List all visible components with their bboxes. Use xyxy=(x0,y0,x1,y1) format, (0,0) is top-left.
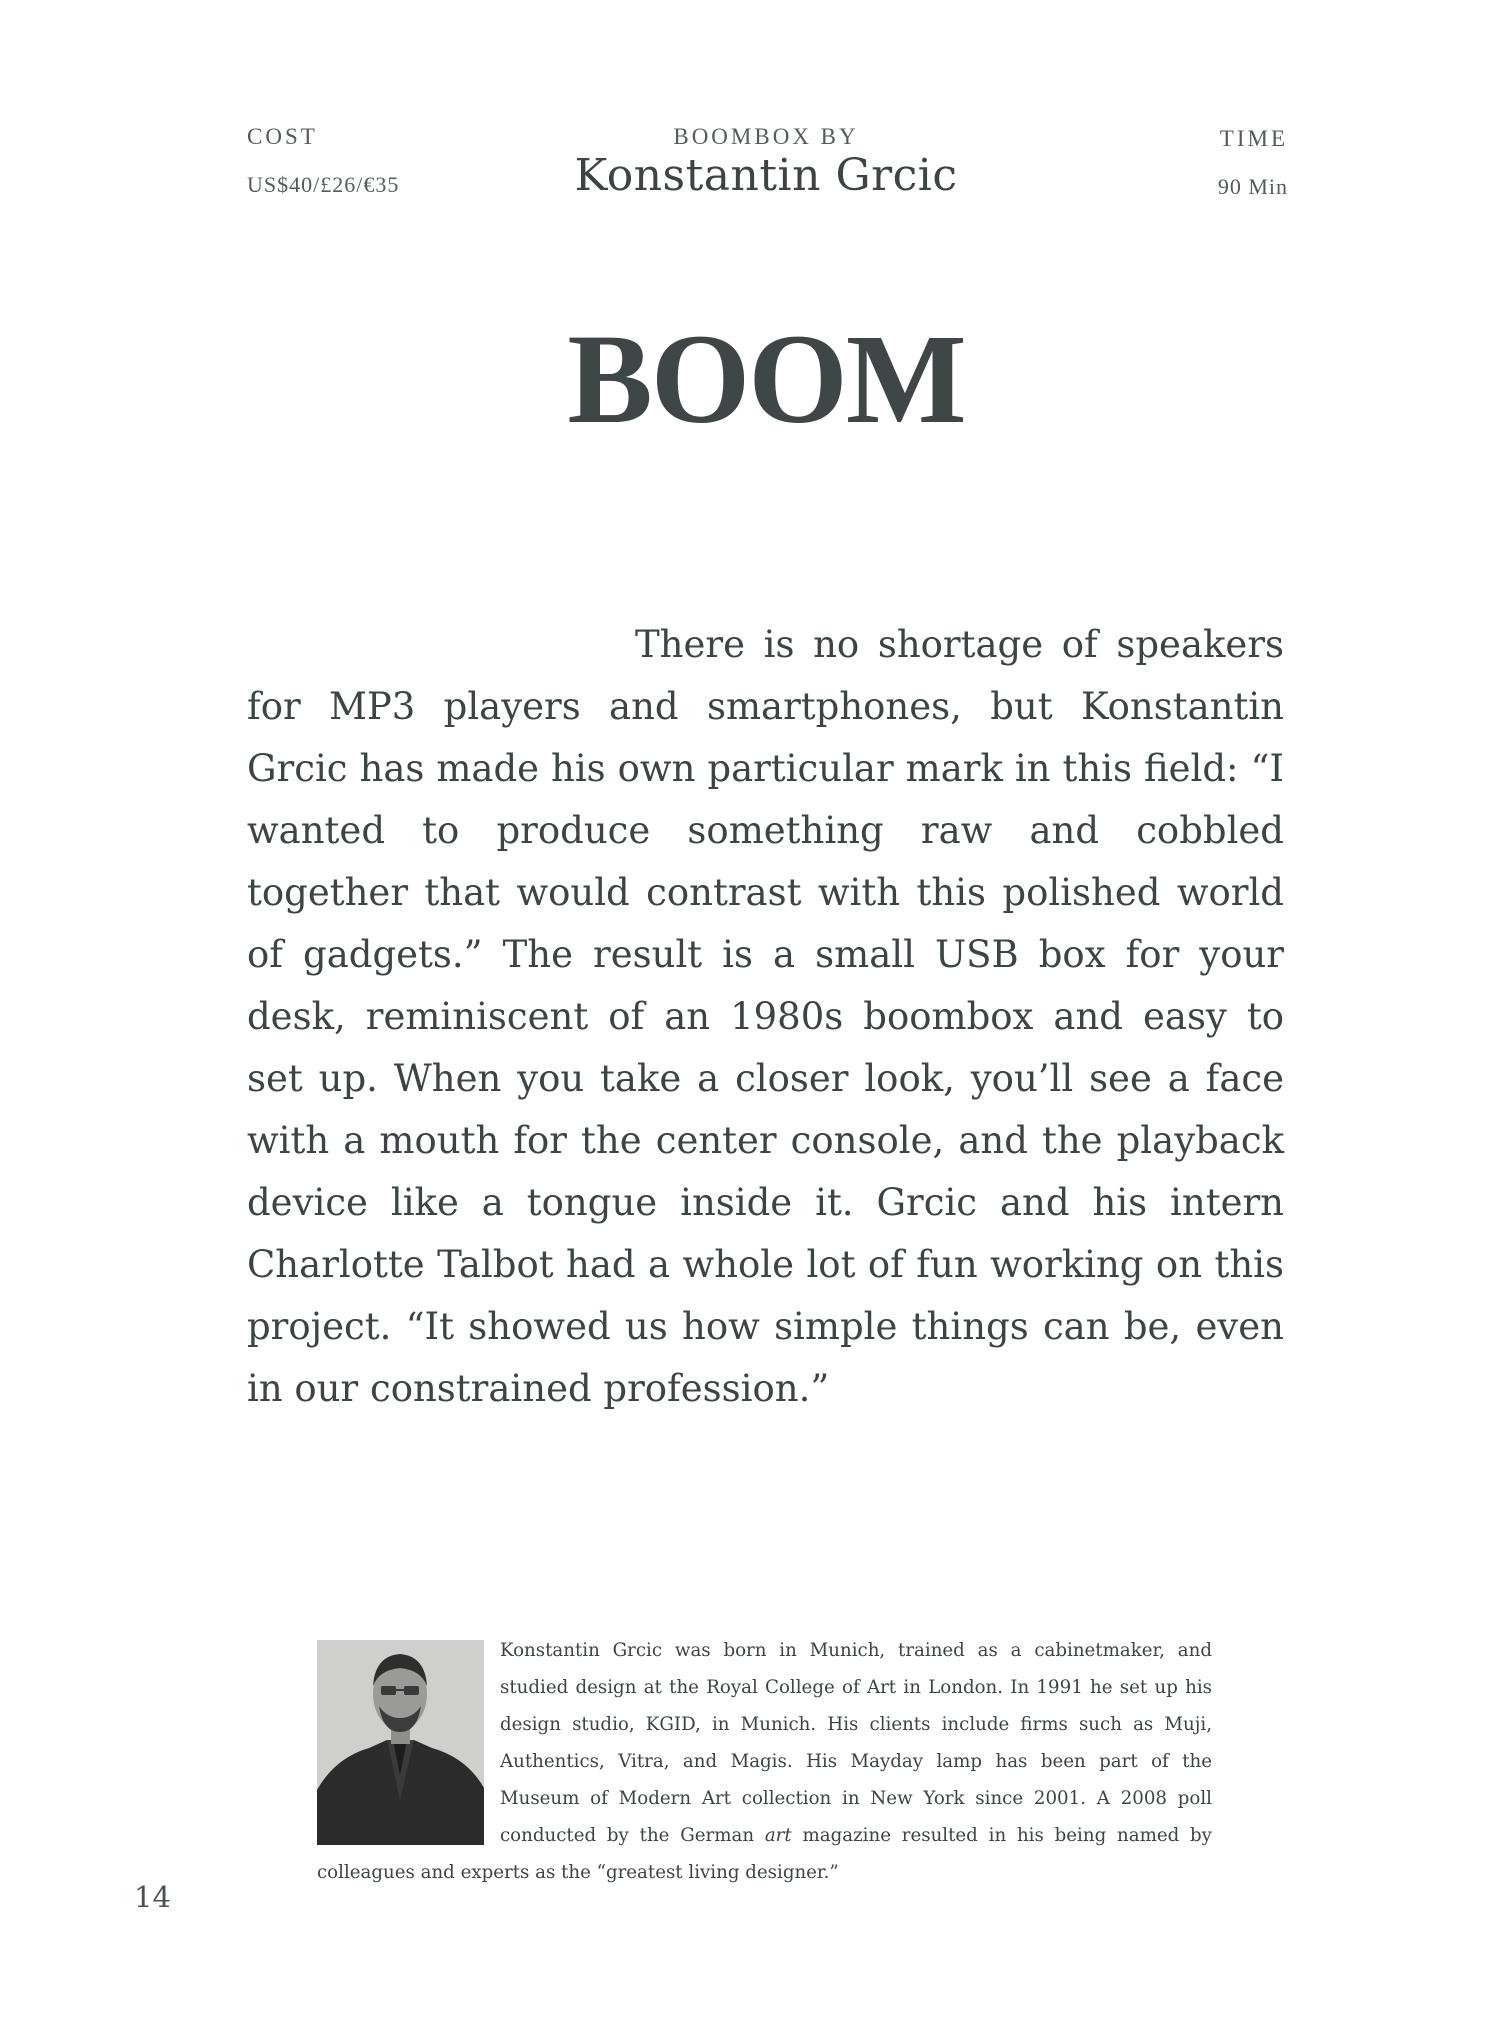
portrait-spacer xyxy=(317,1632,500,1854)
page-number: 14 xyxy=(134,1880,171,1914)
bio-text-end: magazine resulted in his being named by colleagues and experts as the “greatest living designer.” xyxy=(317,1825,1212,1883)
page-title: BOOM xyxy=(567,308,965,450)
cost-label: COST xyxy=(247,124,318,149)
byline-label: BOOMBOX BY xyxy=(673,124,859,149)
author-name: Konstantin Grcic xyxy=(574,150,958,201)
magazine-title: art xyxy=(764,1825,792,1846)
time-label: TIME xyxy=(1219,126,1288,151)
bio-paragraph xyxy=(317,1632,1212,1891)
bio-text-main: Konstantin Grcic was born in Munich, trained as a cabinetmaker, and studied design at the Royal College of Art in London. In 1991 he set up his design studio, KGID, in Munich. His clients include firms such as Muji, Authentics, Vitra, and Magis. His Mayday lamp has been part of the Museum of Modern Art collection in New York since 2001. A 2008 poll conducted by the German xyxy=(500,1640,1212,1846)
time-value: 90 Min xyxy=(1217,174,1288,199)
body-paragraph xyxy=(247,614,1284,1420)
cost-value: US$40/£26/€35 xyxy=(247,172,400,197)
body-text: There is no shortage of speakers for MP3 players and smartphones, but Konstantin Grcic has made his own particular mark in this field: “I wanted to produce something raw and cobbled together that would contrast with this polished world of gadgets.” The result is a small USB box for your desk, reminiscent of an 1980s boombox and easy to set up. When you take a closer look, you’ll see a face with a mouth for the center console, and the playback device like a tongue inside it. Grcic and his intern Charlotte Talbot had a whole lot of fun working on this project. “It showed us how simple things can be, even in our constrained profession.” xyxy=(247,623,1284,1410)
